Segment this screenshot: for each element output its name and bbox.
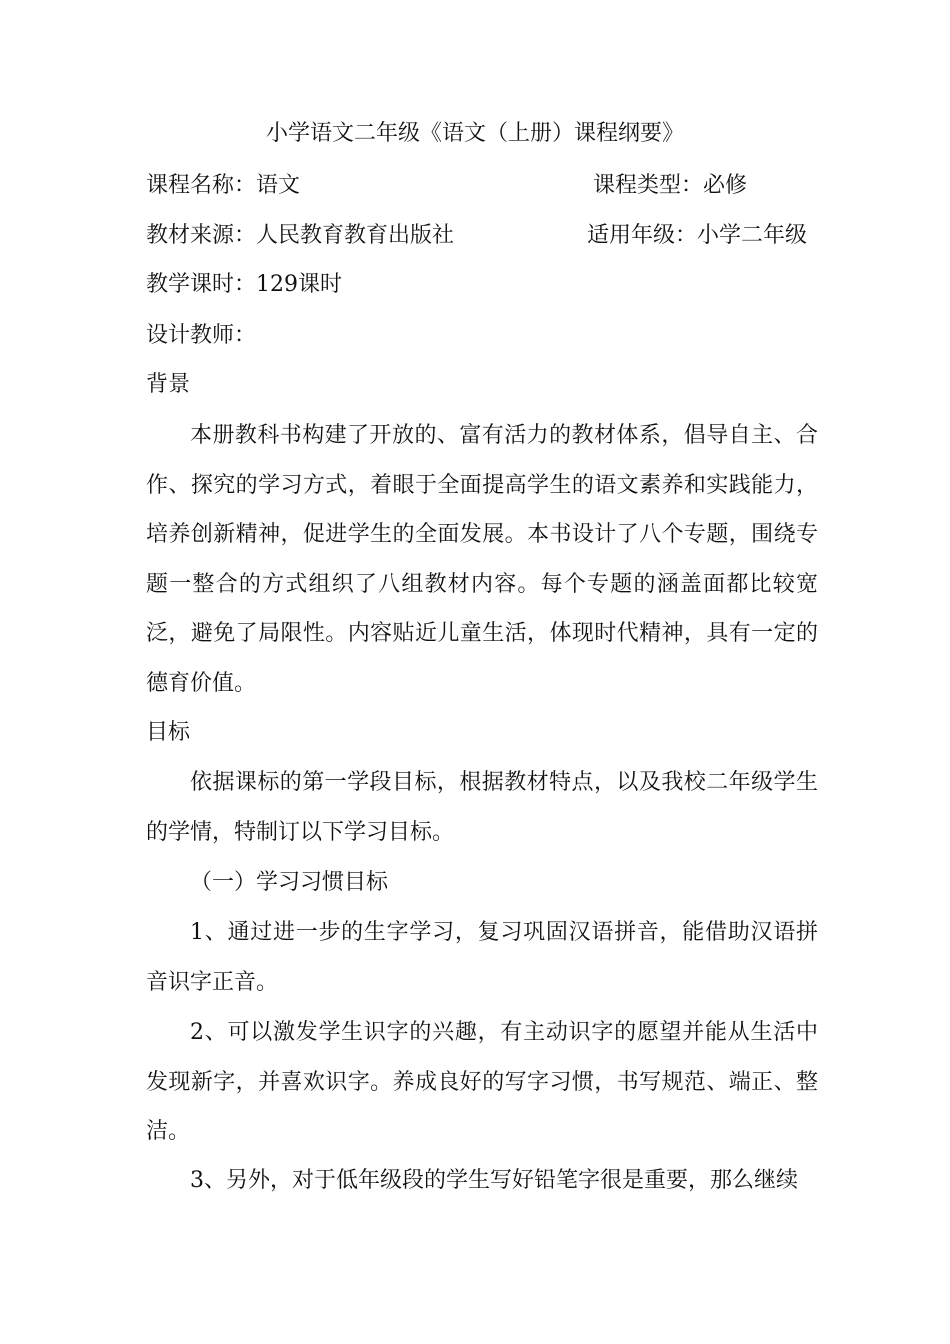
course-name: 课程名称：语文: [146, 173, 301, 198]
course-type: 课程类型：必修: [593, 173, 748, 198]
document-title: 小学语文二年级《语文（上册）课程纲要》: [265, 121, 684, 146]
background-paragraph: 本册教科书构建了开放的、富有活力的教材体系，倡导自主、合作、探究的学习方式，着眼于全面提高学生的语文素养和实践能力，培养创新精神，促进学生的全面发展。本书设计了八个专题，围绕专题一整合的方式组织了八组教材内容。每个专题的涵盖面都比较宽泛，避免了局限性。内容贴近儿童生活，体现时代精神，具有一定的德育价值。: [146, 423, 818, 696]
goals-intro-paragraph: 依据课标的第一学段目标，根据教材特点，以及我校二年级学生的学情，特制订以下学习目标。: [146, 770, 818, 845]
meta-row-2: [146, 220, 826, 252]
applicable-grade: 适用年级：小学二年级: [587, 223, 808, 248]
background-heading: 背景: [146, 372, 191, 397]
teaching-hours: 教学课时：129课时: [146, 272, 342, 297]
meta-row-1: [146, 170, 826, 202]
goals-heading: 目标: [146, 720, 191, 745]
meta-row-4: [146, 320, 826, 352]
designer-teacher: 设计教师：: [146, 323, 257, 348]
habit-goals-subheading: （一）学习习惯目标: [190, 870, 389, 895]
goal-item-2: 2、可以激发学生识字的兴趣，有主动识字的愿望并能从生活中发现新字，并喜欢识字。养成良好的写字习惯，书写规范、端正、整洁。: [146, 1020, 818, 1144]
meta-row-3: [146, 269, 826, 301]
goal-item-1: 1、通过进一步的生字学习，复习巩固汉语拼音，能借助汉语拼音识字正音。: [146, 920, 818, 995]
goal-item-3: 3、另外，对于低年级段的学生写好铅笔字很是重要，那么继续: [190, 1168, 798, 1193]
textbook-source: 教材来源：人民教育教育出版社: [146, 223, 455, 248]
